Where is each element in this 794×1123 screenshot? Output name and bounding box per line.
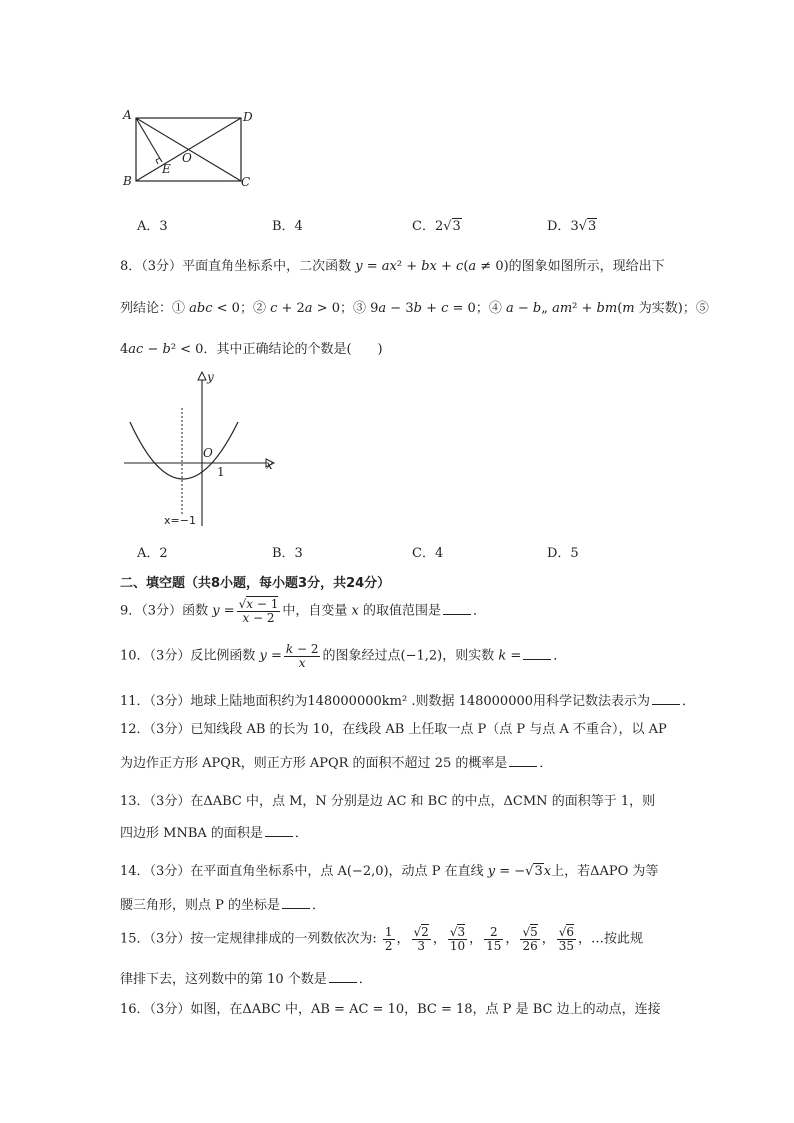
q15-line2: 律排下去，这列数中的第 10 个数是 ． [120,972,372,987]
q7-option-c: C．2√3 [412,219,461,234]
label-x: x [266,458,273,472]
label-e: E [162,162,171,176]
q8-line3: 4ac − b² < 0．其中正确结论的个数是( ) [120,342,383,357]
label-o: O [182,151,192,165]
q12-line1: 12．（3分）已知线段 AB 的长为 10，在线段 AB 上任取一点 P（点 P 与点 A 不重合），以 AP [120,722,667,737]
section-title: 二、填空题（共8小题，每小题3分，共24分） [120,576,391,591]
y-axis-arrow [198,372,206,380]
q13-line1: 13．（3分）在ΔABC 中，点 M，N 分别是边 AC 和 BC 的中点，ΔCMN 的面积等于 1，则 [120,794,656,809]
label-one: 1 [217,465,225,479]
q13-line2: 四边形 MNBA 的面积是 ． [120,826,308,841]
q10: 10．（3分）反比例函数 y = $\frac{k - 2}{x}$ 的图象经过点(−1,2)，则实数 k = ． [120,642,567,670]
q7-option-d: D．3√3 [547,219,597,234]
q8-option-b: B．3 [272,546,303,561]
q7-option-a: A．3 [137,219,168,234]
q8-option-d: D．5 [547,546,579,561]
q8-option-a: A．2 [137,546,168,561]
label-y: y [207,370,214,384]
q9: 9．（3分）函数 y = $\frac{√x - 1}{x - 2}$ 中，自变量 x 的取值范围是 ． [120,597,487,625]
q15-line1: 15．（3分）按一定规律排成的一列数依次为: $\frac{1}{2}$ ， $\frac{√2}{3}$ ， $\frac{√3}{10}$ ， $\frac{2}{15}$ ， $\frac{√5}{26}$ ， $\frac{√6}{35}$ ，…按此规 [120,925,644,953]
label-origin: O [203,446,213,460]
parabola-figure [118,368,278,533]
q8-line1: 8．（3分）平面直角坐标系中，二次函数 y = ax² + bx + c(a ≠ 0)的图象如图所示，现给出下 [120,259,665,274]
q7-option-b: B．4 [272,219,303,234]
label-a: A [123,108,132,122]
q14-line2: 腰三角形，则点 P 的坐标是 ． [120,898,326,913]
q12-line2: 为边作正方形 APQR，则正方形 APQR 的面积不超过 25 的概率是 ． [120,756,553,771]
q14-line1: 14．（3分）在平面直角坐标系中，点 A(−2,0)，动点 P 在直线 y = −√3x上，若ΔAPO 为等 [120,864,659,879]
q8-option-c: C．4 [412,546,444,561]
segment-ae [136,118,162,162]
q11: 11．（3分）地球上陆地面积约为148000000km² .则数据 148000000用科学记数法表示为 ． [120,694,696,709]
label-symmetry-axis: x=−1 [164,514,196,527]
q8-line2: 列结论：① abc < 0；② c + 2a > 0；③ 9a − 3b + c = 0；④ a − b„ am² + bm(m 为实数)；⑤ [120,301,709,316]
label-b: B [123,174,132,188]
label-d: D [243,110,253,124]
right-angle-mark [156,158,160,164]
q16-line1: 16．（3分）如图，在ΔABC 中，AB = AC = 10，BC = 18，点 P 是 BC 边上的动点，连接 [120,1002,661,1017]
label-c: C [241,175,251,189]
